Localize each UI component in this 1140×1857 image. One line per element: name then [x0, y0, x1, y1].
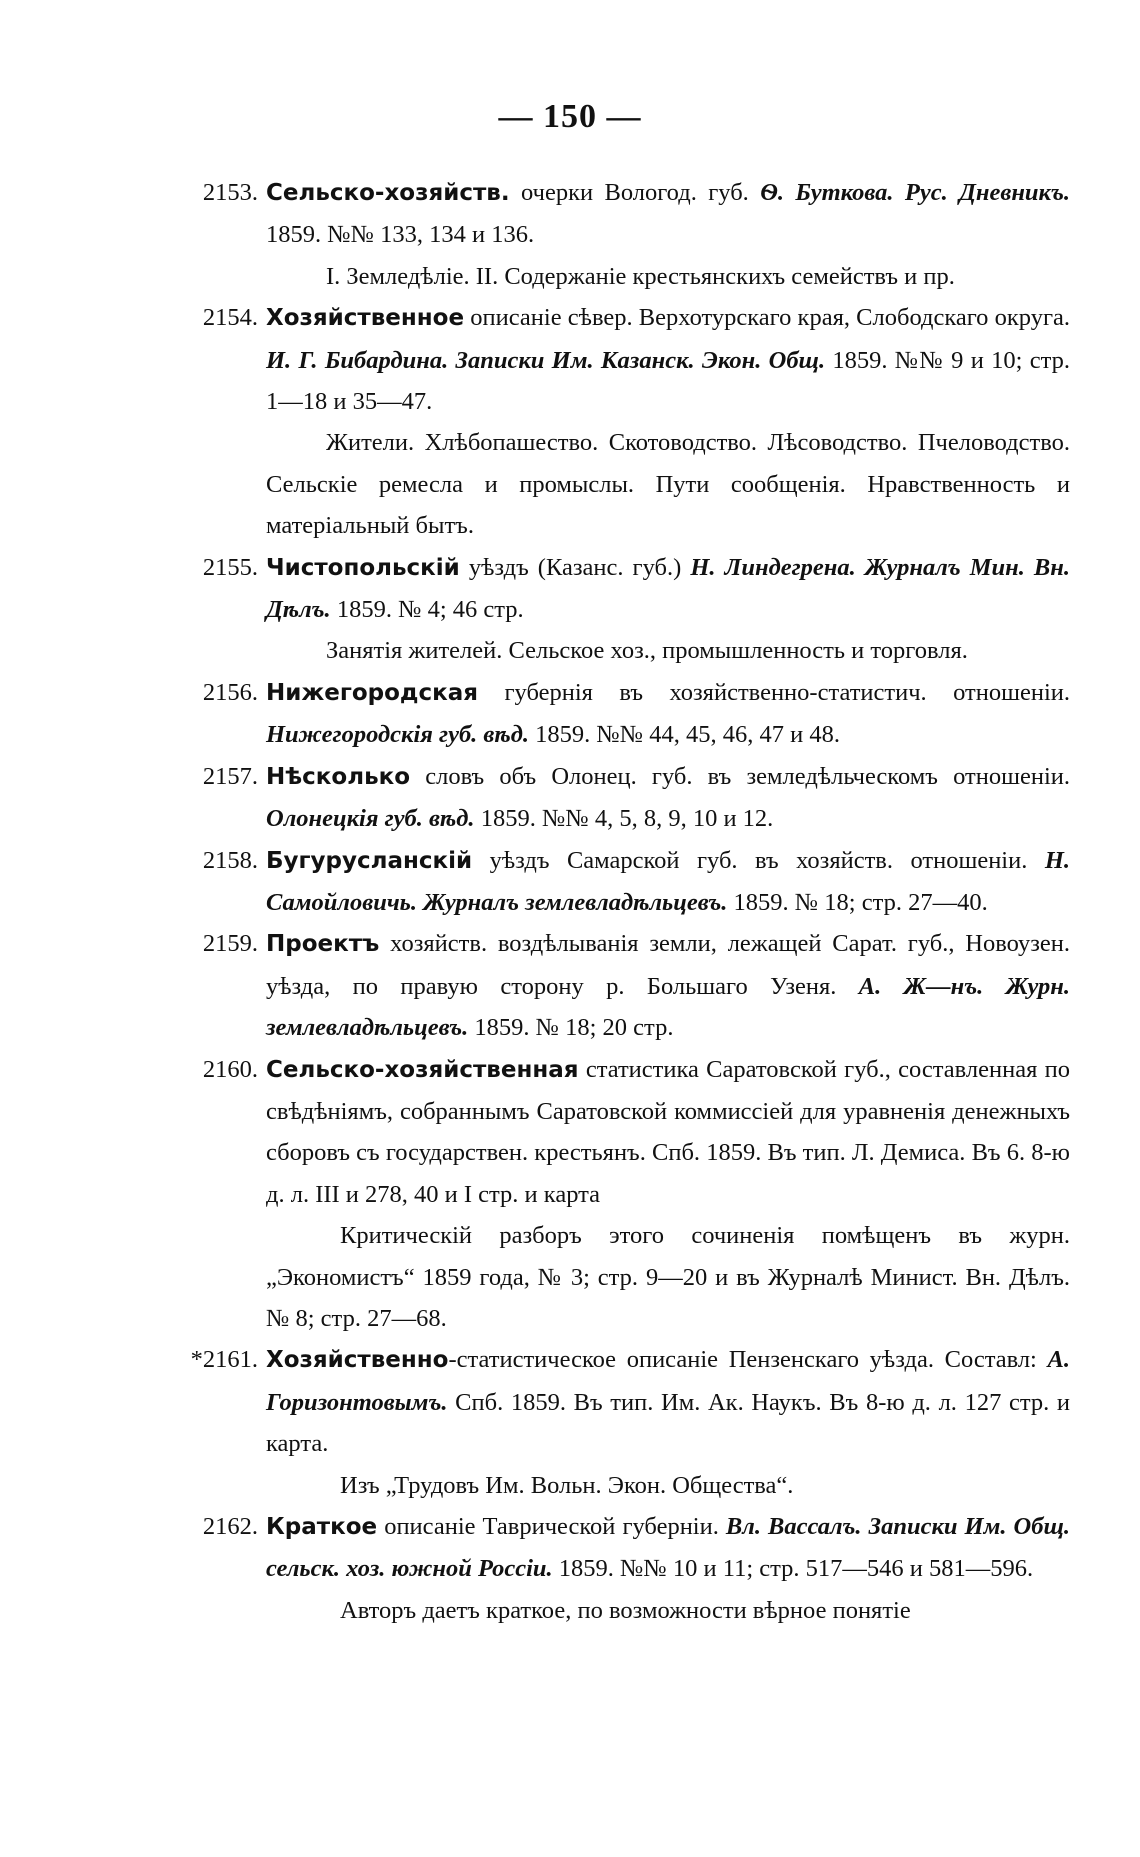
entry-title: Хозяйственное	[266, 305, 465, 332]
entry-title: Сельско-хозяйственная	[266, 1056, 579, 1083]
entry-body	[266, 840, 1070, 924]
entry-text: описаніе Таврической губерніи.	[377, 1513, 726, 1540]
entry-citation	[266, 172, 1070, 256]
entry-body	[266, 297, 1070, 546]
entry-details: 1859. №№ 133, 134 и 136.	[266, 221, 535, 249]
bibliography-entry	[170, 1506, 1070, 1631]
entry-source: Ѳ. Буткова. Рус. Дневникъ.	[760, 179, 1070, 206]
entry-body	[266, 672, 1070, 756]
entry-note: Жители. Хлѣбопашество. Скотоводство. Лѣсоводство. Пчеловодство. Сельскіе ремесла и промыслы. Пути сообщенія. Нравственность и матеріальный бытъ.	[266, 429, 1070, 540]
bibliography-entry	[170, 1339, 1070, 1506]
entry-title: Чистопольскій	[266, 554, 460, 581]
bibliography-entry	[170, 172, 1070, 297]
entry-details: 1859. №№ 4, 5, 8, 9, 10 и 12.	[474, 805, 774, 833]
entry-source: Н. Самойловичь. Журналъ землевладѣльцевъ.	[266, 846, 1070, 916]
entry-text: уѣздъ Самарской губ. въ хозяйств. отношеніи.	[472, 846, 1045, 874]
entry-source: Н. Линдегрена. Журналъ Мин. Вн. Дѣлъ.	[266, 553, 1070, 624]
entry-text: уѣздъ (Казанс. губ.)	[459, 553, 691, 581]
entry-citation	[266, 297, 1070, 422]
entry-body	[266, 547, 1070, 672]
entry-source: Нижегородскія губ. вѣд.	[266, 721, 529, 749]
entry-text: очерки Вологод. губ.	[509, 179, 761, 206]
entry-citation	[266, 840, 1070, 924]
entry-title: Бугурусланскій	[266, 847, 473, 874]
entry-citation	[266, 1339, 1070, 1464]
bibliography-entry	[170, 1049, 1070, 1340]
entry-citation	[266, 1506, 1070, 1590]
entry-number: *2161.	[190, 1346, 258, 1374]
entry-body	[266, 923, 1070, 1048]
entry-number: 2162.	[202, 1513, 258, 1540]
bibliography-entry	[170, 547, 1070, 672]
entry-text: словъ объ Олонец. губ. въ земледѣльческомъ отношеніи.	[410, 762, 1070, 790]
entry-text: -статистическое описаніе Пензенскаго уѣзда. Составл:	[448, 1346, 1048, 1374]
entry-details: 1859. № 18; стр. 27—40.	[727, 888, 988, 916]
entry-number: 2157.	[202, 762, 258, 790]
bibliography-entry	[170, 672, 1070, 756]
entry-body	[266, 756, 1070, 840]
entry-citation	[266, 672, 1070, 756]
entry-title: Сельско-хозяйств.	[266, 180, 510, 206]
entry-details: 1859. №№ 44, 45, 46, 47 и 48.	[529, 721, 840, 749]
bibliography-entry	[170, 756, 1070, 840]
entry-note: I. Земледѣліе. II. Содержаніе крестьянскихъ семействъ и пр.	[326, 262, 955, 290]
entry-text: хозяйств. воздѣлыванія земли, лежащей Сарат. губ., Новоузен. уѣзда, по правую сторону р. Большаго Узеня.	[266, 930, 1070, 1000]
entry-source: И. Г. Бибардина. Записки Им. Казанск. Экон. Общ.	[266, 346, 826, 374]
entry-number: 2155.	[202, 553, 258, 581]
entry-details: 1859. №№ 9 и 10; стр. 1—18 и 35—47.	[266, 346, 1070, 416]
entry-note: Занятія жителей. Сельское хоз., промышленность и торговля.	[326, 637, 968, 665]
entry-details: 1859. № 4; 46 стр.	[330, 596, 524, 624]
entry-note: Изъ „Трудовъ Им. Вольн. Экон. Общества“.	[340, 1471, 794, 1499]
entry-source: А. Ж—нъ. Журн. землевладѣльцевъ.	[266, 972, 1070, 1042]
entry-text: статистика Саратовской губ., составленная по свѣдѣніямъ, собраннымъ Саратовской коммиссіей для уравненія денежныхъ сборовъ съ государствен. крестьянъ. Спб. 1859. Въ тип. Л. Демиса. Въ 6. 8-ю д. л. III и 278, 40 и I стр. и карта	[266, 1055, 1070, 1208]
entry-citation	[266, 923, 1070, 1048]
entry-note: Критическій разборъ этого сочиненія помѣщенъ въ журн. „Экономистъ“ 1859 года, № 3; стр. 9—20 и въ Журналѣ Минист. Вн. Дѣлъ. № 8; стр. 27—68.	[266, 1222, 1070, 1332]
entry-number: 2158.	[202, 846, 258, 874]
page-number: — 150 —	[498, 98, 642, 135]
entry-number: 2160.	[202, 1055, 258, 1083]
entry-details: Спб. 1859. Въ тип. Им. Ак. Наукъ. Въ 8-ю д. л. 127 стр. и карта.	[266, 1388, 1070, 1458]
entry-title: Нижегородская	[266, 679, 479, 706]
entry-body	[266, 1049, 1070, 1340]
entry-citation	[266, 756, 1070, 840]
bibliography-entry	[170, 840, 1070, 924]
entry-title: Нѣсколько	[266, 763, 411, 790]
entry-body	[266, 1506, 1070, 1631]
bibliography-list	[170, 172, 1070, 1631]
entry-number: 2156.	[202, 678, 258, 706]
entry-source: А. Горизонтовымъ.	[266, 1346, 1070, 1416]
entry-note: Авторъ даетъ краткое, по возможности вѣрное понятіе	[340, 1596, 911, 1624]
entry-body	[266, 172, 1070, 297]
entry-text: описаніе сѣвер. Верхотурскаго края, Слободскаго округа.	[464, 304, 1070, 332]
entry-text: губернія въ хозяйственно-статистич. отношеніи.	[478, 678, 1070, 706]
entry-citation	[266, 1049, 1070, 1216]
entry-number: 2159.	[202, 930, 258, 958]
entry-title: Хозяйственно	[266, 1347, 449, 1374]
entry-title: Проектъ	[266, 931, 380, 958]
entry-number: 2153.	[202, 179, 258, 206]
entry-body	[266, 1339, 1070, 1506]
entry-source: Вл. Вассалъ. Записки Им. Общ. сельск. хоз. южной Россіи.	[266, 1513, 1070, 1583]
entry-number: 2154.	[202, 304, 258, 332]
entry-details: 1859. №№ 10 и 11; стр. 517—546 и 581—596.	[552, 1555, 1034, 1583]
entry-citation	[266, 547, 1070, 631]
entry-title: Краткое	[266, 1514, 378, 1540]
bibliography-entry	[170, 297, 1070, 546]
entry-details: 1859. № 18; 20 стр.	[468, 1014, 674, 1042]
entry-source: Олонецкія губ. вѣд.	[266, 805, 475, 833]
bibliography-entry	[170, 923, 1070, 1048]
